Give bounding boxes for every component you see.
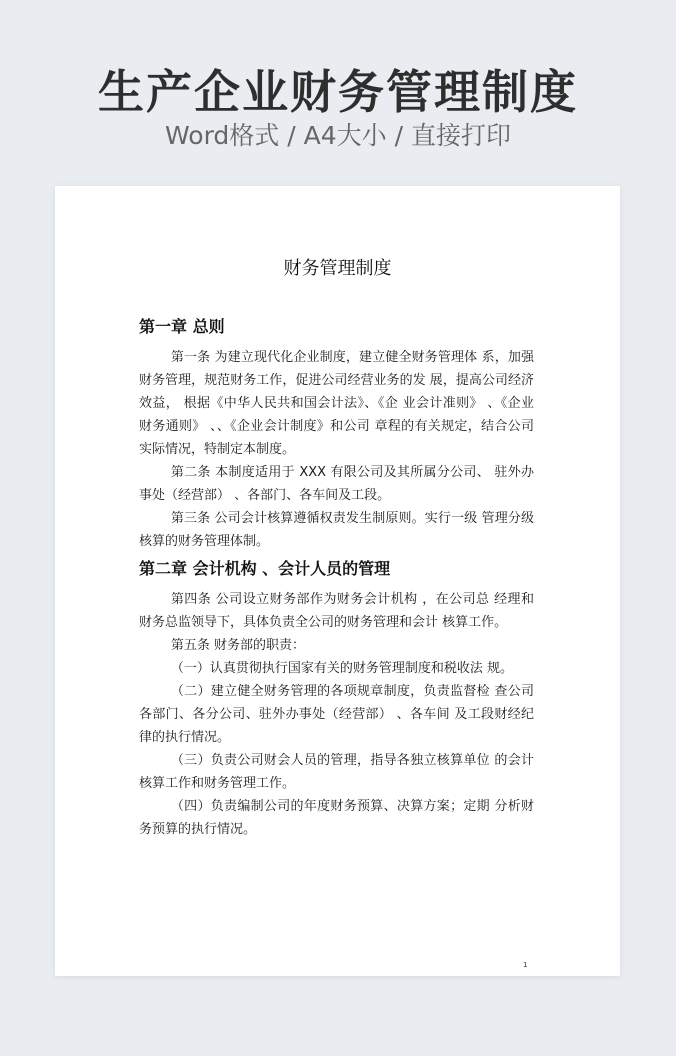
- document-page: [55, 186, 620, 976]
- document-body: [139, 313, 534, 841]
- article-1: 第一条 为建立现代化企业制度，建立健全财务管理体 系，加强财务管理，规范财务工作，促进公司经营业务的发 展，提高公司经济效益， 根据《中华人民共和国会计法》、《企 业会计准则》 、《企业财务通则》 、、《企业会计制度》和公司 章程的有关规定，结合公司实际情况，特制定本制度。: [139, 350, 534, 457]
- article-4: 第四条 公司设立财务部作为财务会计机构 ，在公司总 经理和财务总监领导下，具体负责全公司的财务管理和会计 核算工作。: [139, 592, 534, 630]
- chapter-1-heading: 第一章 总则: [139, 317, 225, 336]
- banner: [0, 0, 676, 186]
- document-title: 财务管理制度: [283, 258, 392, 279]
- duty-item-1: （一）认真贯彻执行国家有关的财务管理制度和税收法 规。: [170, 661, 513, 676]
- article-2: 第二条 本制度适用于 XXX 有限公司及其所属分公司、 驻外办事处（经营部） 、各部门、各车间及工段。: [139, 465, 534, 503]
- page-number: 1: [523, 961, 528, 969]
- duty-item-4: （四）负责编制公司的年度财务预算、决算方案；定期 分析财务预算的执行情况。: [139, 799, 534, 837]
- banner-subtitle: Word格式 / A4大小 / 直接打印: [165, 121, 511, 150]
- duty-item-3: （三）负责公司财会人员的管理，指导各独立核算单位 的会计核算工作和财务管理工作。: [139, 753, 534, 791]
- chapter-2-heading: 第二章 会计机构 、会计人员的管理: [139, 559, 391, 578]
- banner-title: 生产企业财务管理制度: [98, 65, 578, 119]
- duty-item-2: （二）建立健全财务管理的各项规章制度，负责监督检 查公司各部门、各分公司、驻外办事处（经营部） 、各车间 及工段财经纪律的执行情况。: [139, 684, 534, 745]
- article-5: 第五条 财务部的职责：: [170, 638, 305, 653]
- article-3: 第三条 公司会计核算遵循权责发生制原则。实行一级 管理分级核算的财务管理体制。: [139, 511, 534, 549]
